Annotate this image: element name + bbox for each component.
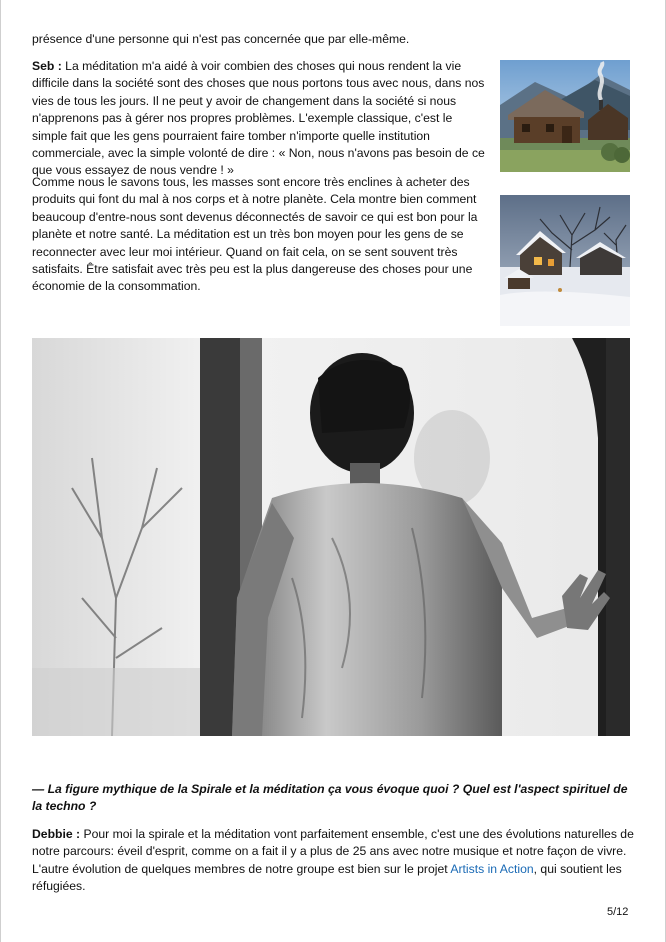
debbie-answer-text-2: , qui soutient les réfugiées. <box>32 861 622 894</box>
interview-question: — La figure mythique de la Spirale et la méditation ça vous évoque quoi ? Quel est l'aspect spirituel de la techno ? <box>32 782 628 814</box>
seb-answer-paragraph <box>32 58 487 180</box>
chalet-photo <box>500 60 630 172</box>
page-number: 5/12 <box>607 906 629 918</box>
debbie-answer-paragraph <box>32 826 636 896</box>
speaker-seb: Seb : <box>32 59 62 73</box>
masses-paragraph: Comme nous le savons tous, les masses sont encore très enclines à acheter des produits qui font du mal à nos corps et à notre planète. Cela montre bien comment beaucoup d'entre-nous sont devenus déconnectés de savoir ce qui est bon pour la planète et notre santé. La méditation est un très bon moyen pour les gens de se reconnecter avec leur moi intérieur. Quand on fait cela, on se sent souvent très satisfaits. Être satisfait avec très peu est la plus dangereuse des choses pour une économie de la consommation. <box>32 175 478 294</box>
winter-house-photo <box>500 195 630 326</box>
debbie-answer-text-1: Pour moi la spirale et la méditation vont parfaitement ensemble, c'est une des évolutions naturelles de notre parcours: éveil d'esprit, comme on a fait il y a plus de 25 ans avec notre musique et notre façon de vivre. L'autre évolution de quelques membres de notre groupe est bien sur le projet <box>32 827 634 876</box>
page-left-edge <box>0 0 1 942</box>
seb-answer-text: La méditation m'a aidé à voir combien des choses qui nous rendent la vie difficile dans la société sont des choses que nous portons tous avec nous, dans nos vies de tous les jours. Il ne peut y avoir de changement dans la société si nous n'apprenons pas à gérer nos propres problèmes. L'exemple classique, c'est le simple fait que les gens pourraient faire tomber n'importe quelle institution commerciale, avec la simple volonté de dire : « Non, nous n'avons pas besoin de ce que vous essayez de nous vendre ! » <box>32 59 485 178</box>
artists-in-action-link[interactable]: Artists in Action <box>450 861 534 876</box>
man-at-window-photo <box>32 338 630 736</box>
speaker-debbie: Debbie : <box>32 827 81 841</box>
continuation-paragraph: présence d'une personne qui n'est pas concernée que par elle-même. <box>32 32 410 46</box>
